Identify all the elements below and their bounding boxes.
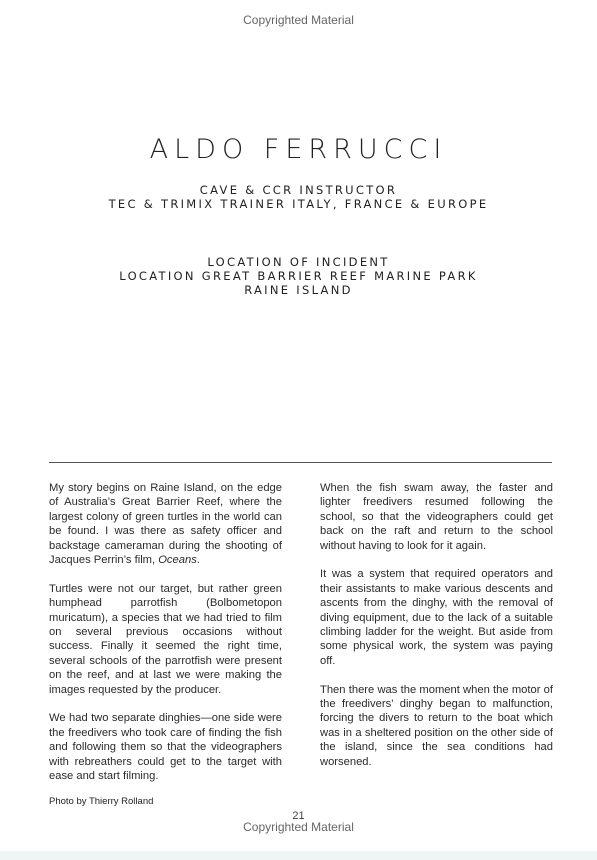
author-name: ALDO FERRUCCI bbox=[149, 134, 448, 165]
role-line-1: CAVE & CCR INSTRUCTOR bbox=[199, 183, 398, 197]
paragraph bbox=[49, 481, 282, 567]
paragraph: We had two separate dinghies—one side were the freedivers who took care of finding the fish and following them so that the videographers with rebreathers could get to the target with ease and start filming. bbox=[49, 712, 282, 783]
paragraph: Turtles were not our target, but rather green humphead parrotfish (Bolbometopon muricatum), a species that we had tried to film on several previous occasions without success. Finally it seemed the right time, several schools of the parrotfish were present on the reef, and at last we were making the images requested by the producer. bbox=[49, 582, 282, 696]
role-line-2: TEC & TRIMIX TRAINER ITALY, FRANCE & EUROPE bbox=[108, 197, 489, 211]
paragraph-text: My story begins on Raine Island, on the edge of Australia’s Great Barrier Reef, where the largest colony of green turtles in the world can be found. I was there as safety officer and backstage cameraman during the shooting of Jacques Perrin’s film, bbox=[49, 482, 282, 567]
location-label: LOCATION OF INCIDENT bbox=[207, 255, 390, 269]
divider bbox=[49, 462, 552, 463]
paragraph: It was a system that required operators and their assistants to make various descents and ascents from the dinghy, with the removal of diving equipment, due to the lack of a suitable climbing ladder for the weight. But aside from some physical work, the system was paying off. bbox=[320, 568, 553, 667]
paragraph: Then there was the moment when the motor of the freedivers’ dinghy began to malfunction, forcing the divers to return to the boat which was in a sheltered position on the other side of the island, since the sea conditions had worsened. bbox=[320, 683, 553, 768]
film-title: Oceans bbox=[158, 554, 197, 567]
photo-credit: Photo by Thierry Rolland bbox=[49, 796, 154, 807]
footer-band bbox=[0, 851, 597, 860]
paragraph: When the fish swam away, the faster and lighter freedivers resumed following the school, so that the videographers could get back on the raft and return to the school without having to look for it again. bbox=[320, 482, 553, 552]
body-column-right bbox=[320, 481, 553, 783]
copyright-watermark-top: Copyrighted Material bbox=[243, 13, 354, 27]
body-column-left bbox=[49, 481, 282, 798]
location-line-2: LOCATION GREAT BARRIER REEF MARINE PARK bbox=[119, 269, 478, 283]
copyright-watermark-bottom: Copyrighted Material bbox=[243, 820, 354, 834]
page-number: 21 bbox=[292, 810, 305, 822]
paragraph-end: . bbox=[196, 554, 200, 567]
location-line-3: RAINE ISLAND bbox=[244, 283, 353, 297]
